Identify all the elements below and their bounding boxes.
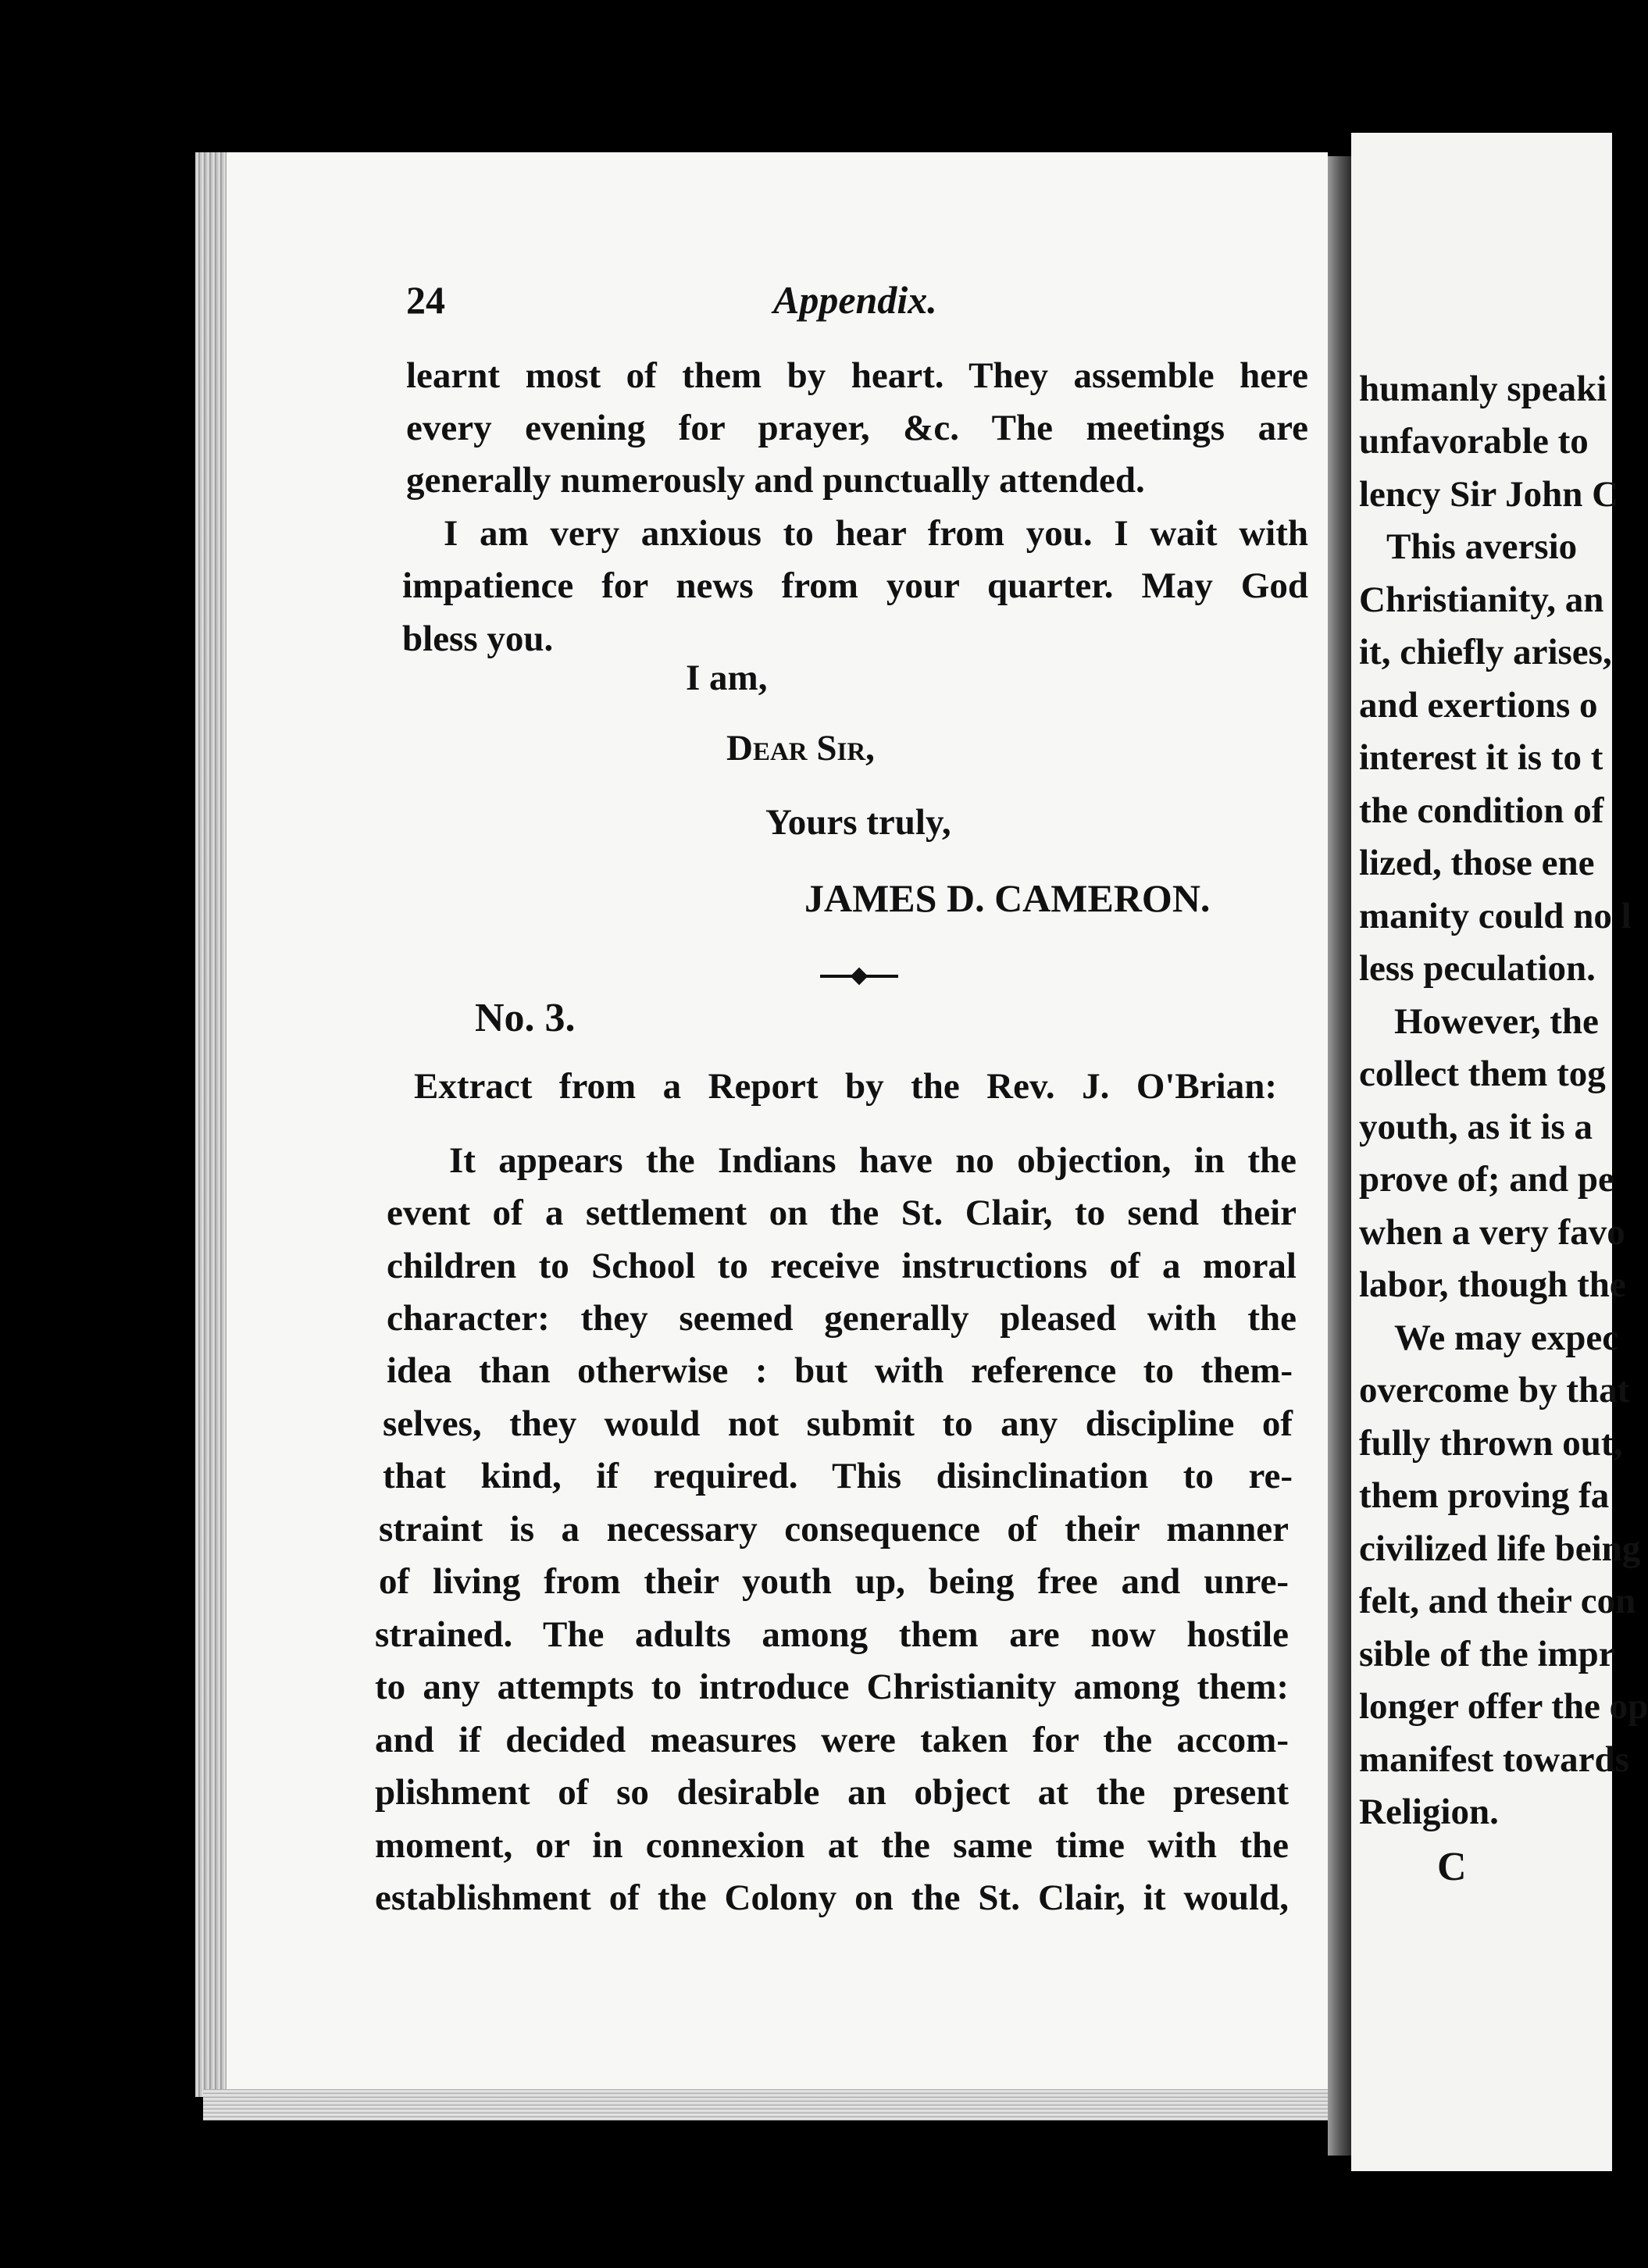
text-line: However, the bbox=[1394, 1001, 1599, 1042]
text-line: collect them tog bbox=[1359, 1054, 1606, 1094]
text-line: civilized life being bbox=[1359, 1528, 1641, 1569]
text-line: moment, or in connexion at the same time with the bbox=[375, 1825, 1289, 1866]
text-line: Religion. bbox=[1359, 1792, 1499, 1832]
text-line: to any attempts to introduce Christianity among them: bbox=[375, 1667, 1289, 1707]
text-line: event of a settlement on the St. Clair, to send their bbox=[387, 1193, 1297, 1233]
text-line: humanly speaki bbox=[1359, 369, 1607, 409]
text-line: strained. The adults among them are now hostile bbox=[375, 1614, 1289, 1655]
text-line: them proving fa bbox=[1359, 1475, 1610, 1516]
text-line: selves, they would not submit to any discipline of bbox=[383, 1403, 1293, 1444]
text-line: youth, as it is a bbox=[1359, 1107, 1593, 1147]
closing-dear-sir: Dear Sir, bbox=[726, 728, 875, 768]
page-bottom-edge bbox=[203, 2089, 1328, 2120]
text-line: We may expec bbox=[1394, 1318, 1619, 1358]
text-line: lency Sir John C bbox=[1359, 474, 1619, 515]
text-line: fully thrown out, bbox=[1359, 1423, 1623, 1464]
text-line: when a very favo bbox=[1359, 1212, 1625, 1253]
closing-i-am: I am, bbox=[686, 658, 768, 698]
text-line: felt, and their con bbox=[1359, 1581, 1636, 1621]
text-line: It appears the Indians have no objection, in the bbox=[449, 1140, 1297, 1181]
signature-mark: C bbox=[1437, 1845, 1467, 1889]
text-line: manifest towards bbox=[1359, 1739, 1629, 1780]
text-line: impatience for news from your quarter. May God bbox=[402, 565, 1308, 606]
extract-heading: Extract from a Report by the Rev. J. O'Brian: bbox=[414, 1066, 1277, 1107]
text-line: manity could no l bbox=[1359, 896, 1632, 936]
book-gutter bbox=[1328, 156, 1351, 2156]
text-line: character: they seemed generally pleased with the bbox=[387, 1298, 1297, 1339]
text-line: I am very anxious to hear from you. I wait with bbox=[444, 513, 1308, 554]
text-line: of living from their youth up, being free and unre- bbox=[379, 1561, 1289, 1602]
text-line: lized, those ene bbox=[1359, 843, 1595, 883]
text-line: sible of the impr bbox=[1359, 1634, 1615, 1674]
text-line: less peculation. bbox=[1359, 948, 1596, 989]
text-line: generally numerously and punctually attended. bbox=[406, 460, 1145, 501]
text-line: overcome by that bbox=[1359, 1370, 1630, 1410]
text-line: and exertions o bbox=[1359, 685, 1598, 726]
page-stack-edge bbox=[195, 152, 230, 2097]
text-line: Christianity, an bbox=[1359, 579, 1604, 620]
text-line: straint is a necessary consequence of their manner bbox=[379, 1509, 1289, 1549]
text-line: idea than otherwise : but with reference to them- bbox=[387, 1350, 1293, 1391]
page-number: 24 bbox=[406, 278, 445, 322]
closing-yours-truly: Yours truly, bbox=[765, 802, 951, 843]
text-line: This aversio bbox=[1386, 526, 1578, 567]
text-line: it, chiefly arises, bbox=[1359, 632, 1612, 672]
text-line: prove of; and pe bbox=[1359, 1159, 1614, 1200]
running-head: Appendix. bbox=[773, 278, 937, 322]
text-line: labor, though the bbox=[1359, 1264, 1626, 1305]
text-line: learnt most of them by heart. They assemble here bbox=[406, 355, 1308, 396]
text-line: plishment of so desirable an object at the present bbox=[375, 1772, 1289, 1813]
text-line: interest it is to t bbox=[1359, 737, 1603, 778]
text-line: every evening for prayer, &c. The meetings are bbox=[406, 408, 1308, 448]
text-line: that kind, if required. This disinclination to re- bbox=[383, 1456, 1293, 1496]
right-page bbox=[1351, 133, 1648, 2171]
text-line: children to School to receive instructions of a moral bbox=[387, 1246, 1297, 1286]
text-line: establishment of the Colony on the St. Clair, it would, bbox=[375, 1878, 1289, 1918]
text-line: and if decided measures were taken for the accom- bbox=[375, 1720, 1289, 1760]
signature: JAMES D. CAMERON. bbox=[804, 876, 1211, 920]
section-number: No. 3. bbox=[475, 996, 576, 1040]
text-line: the condition of bbox=[1359, 790, 1604, 831]
text-line: unfavorable to bbox=[1359, 421, 1589, 462]
text-line: longer offer the op bbox=[1359, 1686, 1648, 1727]
text-line: bless you. bbox=[402, 619, 554, 659]
ornamental-rule bbox=[820, 975, 898, 978]
